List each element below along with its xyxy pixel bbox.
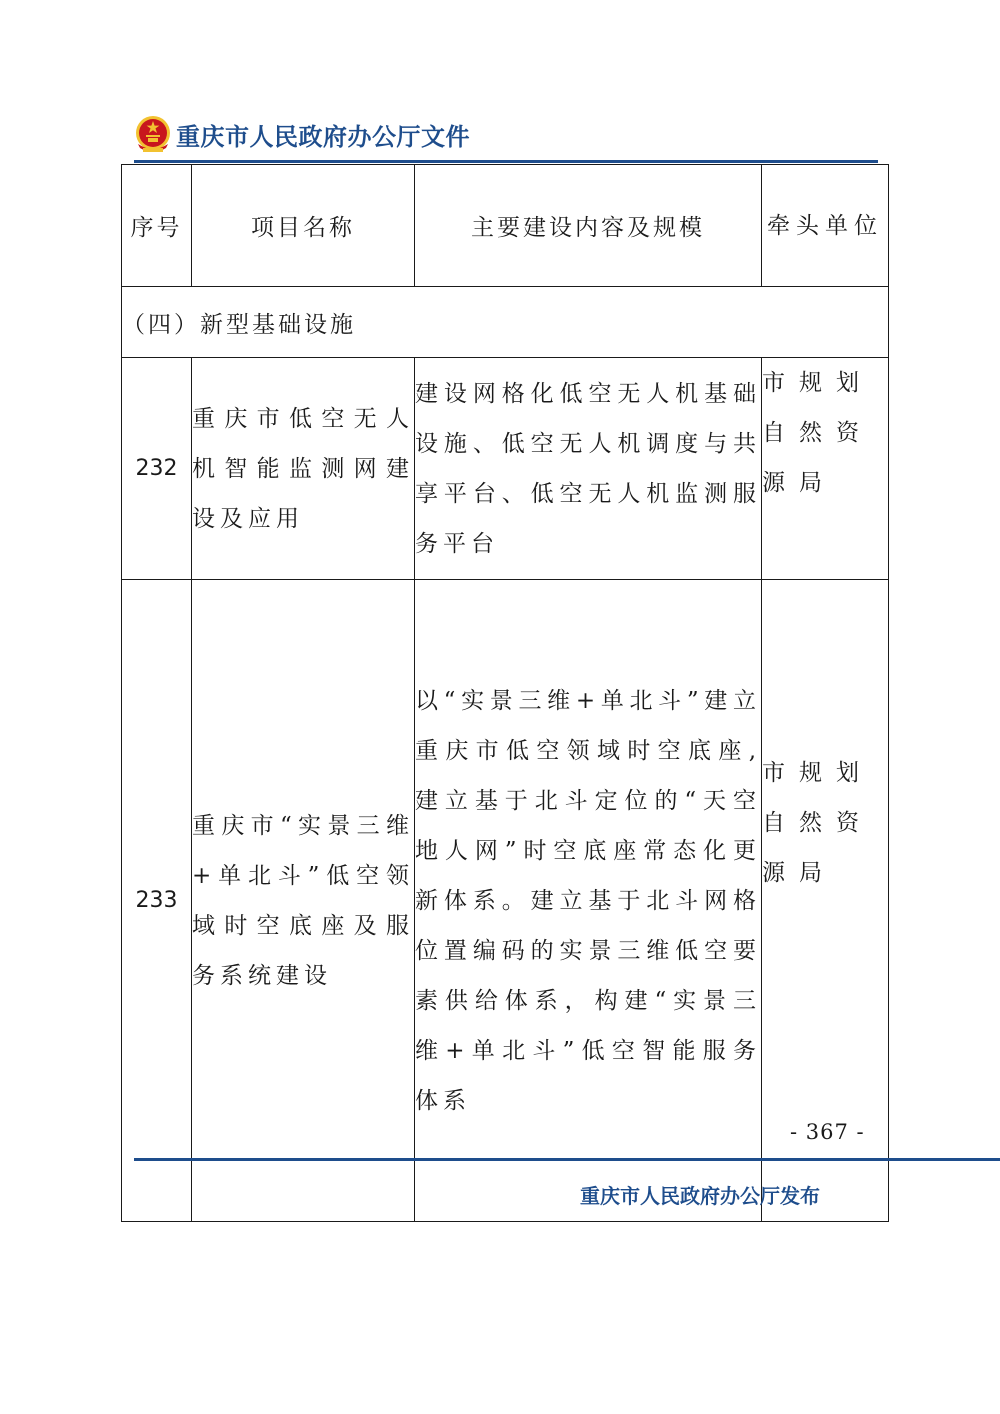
footer-rule [134, 1158, 1000, 1161]
row-project-name: 重庆市低空无人机智能监测网建设及应用 [192, 358, 415, 580]
section-title: （四）新型基础设施 [122, 287, 889, 358]
page-number: - 367 - [790, 1120, 865, 1144]
row-seq: 233 [122, 580, 192, 1222]
header-project-name: 项目名称 [192, 165, 415, 287]
table-row [122, 580, 889, 1222]
footer-publisher: 重庆市人民政府办公厅发布 [580, 1184, 820, 1208]
row-seq: 232 [122, 358, 192, 580]
row-lead-unit: 市规划自然资源局 [762, 358, 889, 580]
document-header [134, 112, 470, 156]
national-emblem-icon [134, 114, 172, 154]
row-content: 以“实景三维+单北斗”建立重庆市低空领域时空底座,建立基于北斗定位的“天空地人网”时空底座常态化更新体系。建立基于北斗网格位置编码的实景三维低空要素供给体系，构建“实景三维+单北斗”低空智能服务体系 [415, 580, 762, 1222]
header-rule [134, 160, 878, 163]
section-row [122, 287, 889, 358]
row-lead-unit: 市规划自然资源局 [762, 580, 889, 1222]
project-table [121, 164, 889, 1222]
header-title: 重庆市人民政府办公厅文件 [176, 122, 470, 151]
table-header-row [122, 165, 889, 287]
row-project-name: 重庆市“实景三维+单北斗”低空领域时空底座及服务系统建设 [192, 580, 415, 1222]
table-row [122, 358, 889, 580]
header-lead-unit: 牵头单位 [762, 165, 889, 287]
header-seq: 序号 [122, 165, 192, 287]
header-content: 主要建设内容及规模 [415, 165, 762, 287]
row-content: 建设网格化低空无人机基础设施、低空无人机调度与共享平台、低空无人机监测服务平台 [415, 358, 762, 580]
